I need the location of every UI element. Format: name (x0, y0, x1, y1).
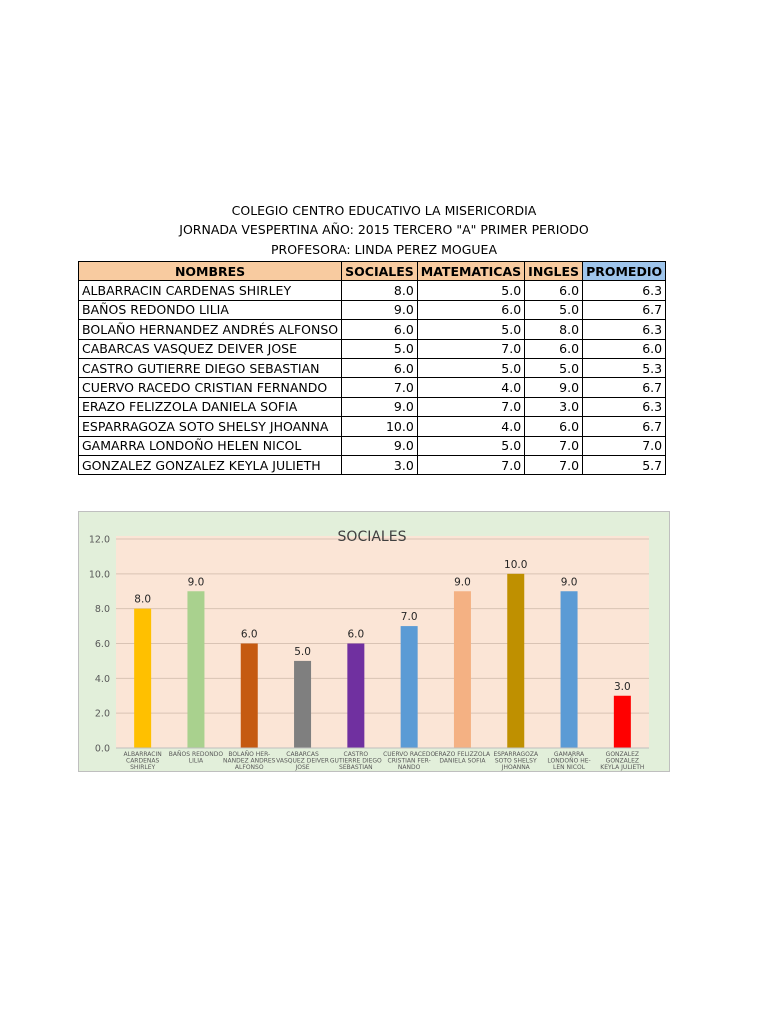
grade-cell: 9.0 (342, 397, 418, 416)
grade-cell: 7.0 (525, 436, 583, 455)
x-tick-label-line: SHIRLEY (130, 764, 156, 771)
chart-title: SOCIALES (337, 529, 407, 545)
bar (241, 644, 258, 749)
bar (507, 574, 524, 748)
table-row (79, 455, 666, 474)
bar (401, 626, 418, 748)
grade-cell: 5.0 (417, 436, 524, 455)
x-tick-label-line: CRISTIAN FER- (387, 757, 431, 765)
y-tick-label: 4.0 (94, 673, 110, 685)
x-tick-label-line: SOTO SHELSY (494, 757, 537, 765)
grade-cell: 7.0 (417, 455, 524, 474)
bar (347, 644, 364, 749)
x-tick-label-line: KEYLA JULIETH (600, 764, 645, 771)
student-name-cell: ERAZO FELIZZOLA DANIELA SOFIA (79, 397, 342, 416)
grade-cell: 8.0 (525, 320, 583, 339)
x-tick-label-line: ALFONSO (234, 764, 264, 771)
grade-cell: 7.0 (342, 378, 418, 397)
x-tick-label-line: SEBASTIAN (339, 764, 373, 771)
student-name-cell: BOLAÑO HERNANDEZ ANDRÉS ALFONSO (79, 320, 342, 339)
grade-cell: 9.0 (525, 378, 583, 397)
table-row (79, 436, 666, 455)
grade-cell: 5.0 (417, 358, 524, 377)
chart-svg (78, 511, 670, 772)
data-label: 9.0 (454, 576, 471, 589)
grade-cell: 10.0 (342, 417, 418, 436)
x-tick-label-line: CUERVO RACEDO (383, 751, 436, 758)
y-tick-label: 6.0 (94, 639, 110, 650)
grade-cell: 3.0 (525, 397, 583, 416)
data-label: 8.0 (134, 593, 152, 606)
x-tick-label-line: ESPARRAGOZA (493, 751, 539, 758)
table-header-row (79, 262, 666, 281)
x-tick-label-line: VASQUEZ DEIVER (276, 757, 329, 765)
grade-cell: 4.0 (417, 378, 524, 397)
student-name-cell: ALBARRACIN CARDENAS SHIRLEY (79, 281, 342, 300)
data-label: 7.0 (400, 611, 418, 624)
table-row (79, 417, 666, 436)
x-tick-label-line: GUTIERRE DIEGO (329, 757, 382, 765)
x-tick-label-line: LILIA (188, 757, 204, 765)
grade-cell: 5.0 (525, 358, 583, 377)
x-tick-label (600, 751, 644, 771)
x-tick-label-line: LEN NICOL (553, 764, 586, 771)
grade-cell: 6.3 (583, 281, 666, 300)
grade-cell: 6.0 (342, 358, 418, 377)
grade-cell: 7.0 (583, 436, 666, 455)
grade-cell: 6.3 (583, 397, 666, 416)
table-row (79, 378, 666, 397)
x-tick-label-line: BOLAÑO HER- (228, 751, 271, 758)
bar (294, 661, 311, 748)
column-header-matematicas: MATEMATICAS (417, 262, 524, 281)
student-name-cell: CUERVO RACEDO CRISTIAN FERNANDO (79, 378, 342, 397)
table-row (79, 358, 666, 377)
teacher-name: PROFESORA: LINDA PEREZ MOGUEA (270, 242, 497, 257)
student-name-cell: GONZALEZ GONZALEZ KEYLA JULIETH (79, 455, 342, 474)
bar (134, 609, 151, 748)
grade-cell: 6.0 (342, 320, 418, 339)
x-tick-label-line: NANDO (397, 764, 421, 771)
grade-cell: 6.0 (525, 339, 583, 358)
student-name-cell: CABARCAS VASQUEZ DEIVER JOSE (79, 339, 342, 358)
grade-cell: 5.7 (583, 455, 666, 474)
grade-cell: 5.3 (583, 358, 666, 377)
y-tick-label: 10.0 (88, 569, 110, 581)
bar (614, 696, 631, 748)
grade-cell: 6.0 (525, 281, 583, 300)
table-row (79, 320, 666, 339)
table-row (79, 300, 666, 319)
x-tick-label-line: GAMARRA (553, 751, 585, 758)
table-row (79, 397, 666, 416)
x-tick-label-line: JOSE (295, 764, 310, 771)
x-tick-label-line: LONDOÑO HE- (547, 757, 591, 765)
grades-table (78, 261, 666, 475)
grade-cell: 7.0 (525, 455, 583, 474)
student-name-cell: BAÑOS REDONDO LILIA (79, 300, 342, 319)
x-tick-label-line: ALBARRACIN (123, 751, 162, 758)
data-label: 5.0 (294, 645, 311, 658)
x-tick-label-line: GONZALEZ (605, 757, 640, 765)
grade-cell: 7.0 (417, 397, 524, 416)
data-label: 6.0 (347, 628, 365, 641)
data-label: 9.0 (187, 576, 205, 589)
grade-cell: 6.7 (583, 417, 666, 436)
y-tick-label: 8.0 (94, 604, 110, 616)
grade-cell: 3.0 (342, 455, 418, 474)
bar (561, 591, 578, 748)
x-tick-label-line: ERAZO FELIZZOLA (434, 751, 491, 758)
grade-cell: 5.0 (525, 300, 583, 319)
grade-cell: 6.0 (525, 417, 583, 436)
grade-cell: 7.0 (417, 339, 524, 358)
student-name-cell: GAMARRA LONDOÑO HELEN NICOL (79, 436, 342, 455)
data-label: 6.0 (240, 628, 258, 641)
column-header-sociales: SOCIALES (342, 262, 418, 281)
bar (187, 591, 204, 748)
x-tick-label-line: DANIELA SOFIA (439, 757, 486, 765)
grade-cell: 8.0 (342, 281, 418, 300)
grade-cell: 6.0 (583, 339, 666, 358)
sociales-chart (78, 511, 670, 772)
x-tick-label-line: NANDEZ ANDRES (223, 757, 276, 765)
y-tick-label: 0.0 (94, 743, 110, 755)
school-name: COLEGIO CENTRO EDUCATIVO LA MISERICORDIA (231, 203, 537, 218)
x-tick-label-line: CABARCAS (286, 751, 319, 758)
column-header-nombres: NOMBRES (79, 262, 342, 281)
grade-cell: 9.0 (342, 436, 418, 455)
column-header-ingles: INGLES (525, 262, 583, 281)
data-label: 10.0 (504, 558, 528, 571)
data-label: 3.0 (613, 680, 631, 693)
x-tick-label-line: CASTRO (343, 751, 369, 758)
student-name-cell: ESPARRAGOZA SOTO SHELSY JHOANNA (79, 417, 342, 436)
x-tick-label (435, 751, 491, 765)
student-name-cell: CASTRO GUTIERRE DIEGO SEBASTIAN (79, 358, 342, 377)
y-tick-label: 2.0 (94, 708, 110, 720)
x-tick-label-line: JHOANNA (501, 764, 530, 771)
x-tick-label-line: CARDENAS (126, 757, 160, 765)
table-row (79, 281, 666, 300)
y-tick-label: 12.0 (88, 534, 110, 546)
grade-cell: 4.0 (417, 417, 524, 436)
grade-cell: 9.0 (342, 300, 418, 319)
session-info: JORNADA VESPERTINA AÑO: 2015 TERCERO "A" PRIMER PERIODO (179, 222, 589, 237)
table-row (79, 339, 666, 358)
grade-cell: 5.0 (342, 339, 418, 358)
grade-cell: 5.0 (417, 281, 524, 300)
grade-cell: 5.0 (417, 320, 524, 339)
grade-cell: 6.7 (583, 300, 666, 319)
column-header-promedio: PROMEDIO (583, 262, 666, 281)
bar (454, 591, 471, 748)
grade-cell: 6.0 (417, 300, 524, 319)
x-tick-label-line: BAÑOS REDONDO (168, 751, 224, 758)
data-label: 9.0 (560, 576, 578, 589)
x-tick-label-line: GONZALEZ (605, 751, 640, 758)
grade-cell: 6.3 (583, 320, 666, 339)
grade-cell: 6.7 (583, 378, 666, 397)
